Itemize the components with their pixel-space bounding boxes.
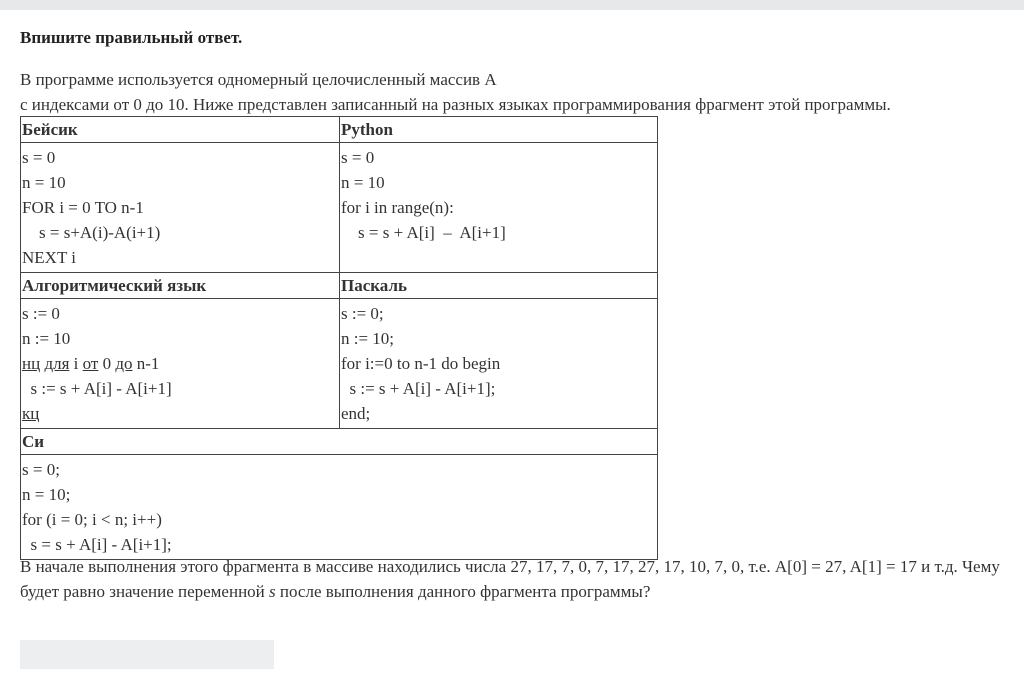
code-line: s = 0 bbox=[22, 148, 56, 167]
code-line: s := 0; bbox=[341, 304, 384, 323]
code-line: end; bbox=[341, 404, 371, 423]
header-algo: Алгоритмический язык bbox=[21, 273, 340, 299]
header-basic: Бейсик bbox=[21, 117, 340, 143]
code-line: s = s + A[i] - A[i+1]; bbox=[22, 535, 172, 554]
keyword-kc: кц bbox=[22, 404, 40, 423]
keyword-nc: нц bbox=[22, 354, 41, 373]
question-part-2: после выполнения данного фрагмента программы? bbox=[275, 582, 651, 601]
code-line: n = 10 bbox=[341, 173, 385, 192]
code-line: s = s + A[i] – A[i+1] bbox=[341, 223, 506, 242]
code-algo bbox=[21, 299, 340, 429]
loop-from: 0 bbox=[102, 354, 112, 373]
code-line: for i in range(n): bbox=[341, 198, 454, 217]
code-line: n = 10 bbox=[22, 173, 66, 192]
task-intro bbox=[20, 67, 1010, 117]
loop-to: n-1 bbox=[136, 354, 160, 373]
code-basic bbox=[21, 143, 340, 273]
header-python: Python bbox=[340, 117, 658, 143]
header-pascal: Паскаль bbox=[340, 273, 658, 299]
code-table bbox=[20, 116, 658, 560]
task-question bbox=[20, 554, 1015, 604]
code-line: for (i = 0; i < n; i++) bbox=[22, 510, 162, 529]
intro-line-2: с индексами от 0 до 10. Ниже представлен записанный на разных языках программирования фрагмент этой программы. bbox=[20, 95, 891, 114]
code-python bbox=[340, 143, 658, 273]
code-line: s = s+A(i)-A(i+1) bbox=[22, 223, 161, 242]
keyword-ot: от bbox=[82, 354, 99, 373]
code-line: s := s + A[i] - A[i+1]; bbox=[341, 379, 496, 398]
keyword-dlya: для bbox=[44, 354, 70, 373]
code-line: n := 10; bbox=[341, 329, 395, 348]
task-instruction: Впишите правильный ответ. bbox=[20, 28, 243, 47]
top-bar bbox=[0, 0, 1024, 10]
loop-var: i bbox=[73, 354, 79, 373]
header-c: Си bbox=[21, 429, 658, 455]
code-line: for i:=0 to n-1 do begin bbox=[341, 354, 501, 373]
code-line bbox=[22, 401, 339, 426]
code-line: FOR i = 0 TO n-1 bbox=[22, 198, 144, 217]
code-line: n := 10 bbox=[22, 329, 71, 348]
intro-line-1: В программе используется одномерный целочисленный массив A bbox=[20, 70, 497, 89]
question-var: s bbox=[269, 582, 276, 601]
code-line: s := 0 bbox=[22, 304, 60, 323]
keyword-do: до bbox=[115, 354, 133, 373]
code-line: s = 0; bbox=[22, 460, 60, 479]
code-c bbox=[21, 455, 658, 560]
code-line-loop bbox=[22, 351, 339, 376]
code-line: s = 0 bbox=[341, 148, 375, 167]
question-part-1: В начале выполнения этого фрагмента в массиве находились числа 27, 17, 7, 0, 7, 17, 27, 17, 10, 7, 0, т.е. A[0] = 27, A[1] = 17 и т.д. Чему будет равно значение переменной bbox=[20, 557, 1000, 601]
code-line: NEXT i bbox=[22, 248, 76, 267]
code-line: s := s + A[i] - A[i+1] bbox=[22, 379, 172, 398]
code-line: n = 10; bbox=[22, 485, 71, 504]
code-pascal bbox=[340, 299, 658, 429]
answer-input[interactable] bbox=[20, 640, 274, 669]
